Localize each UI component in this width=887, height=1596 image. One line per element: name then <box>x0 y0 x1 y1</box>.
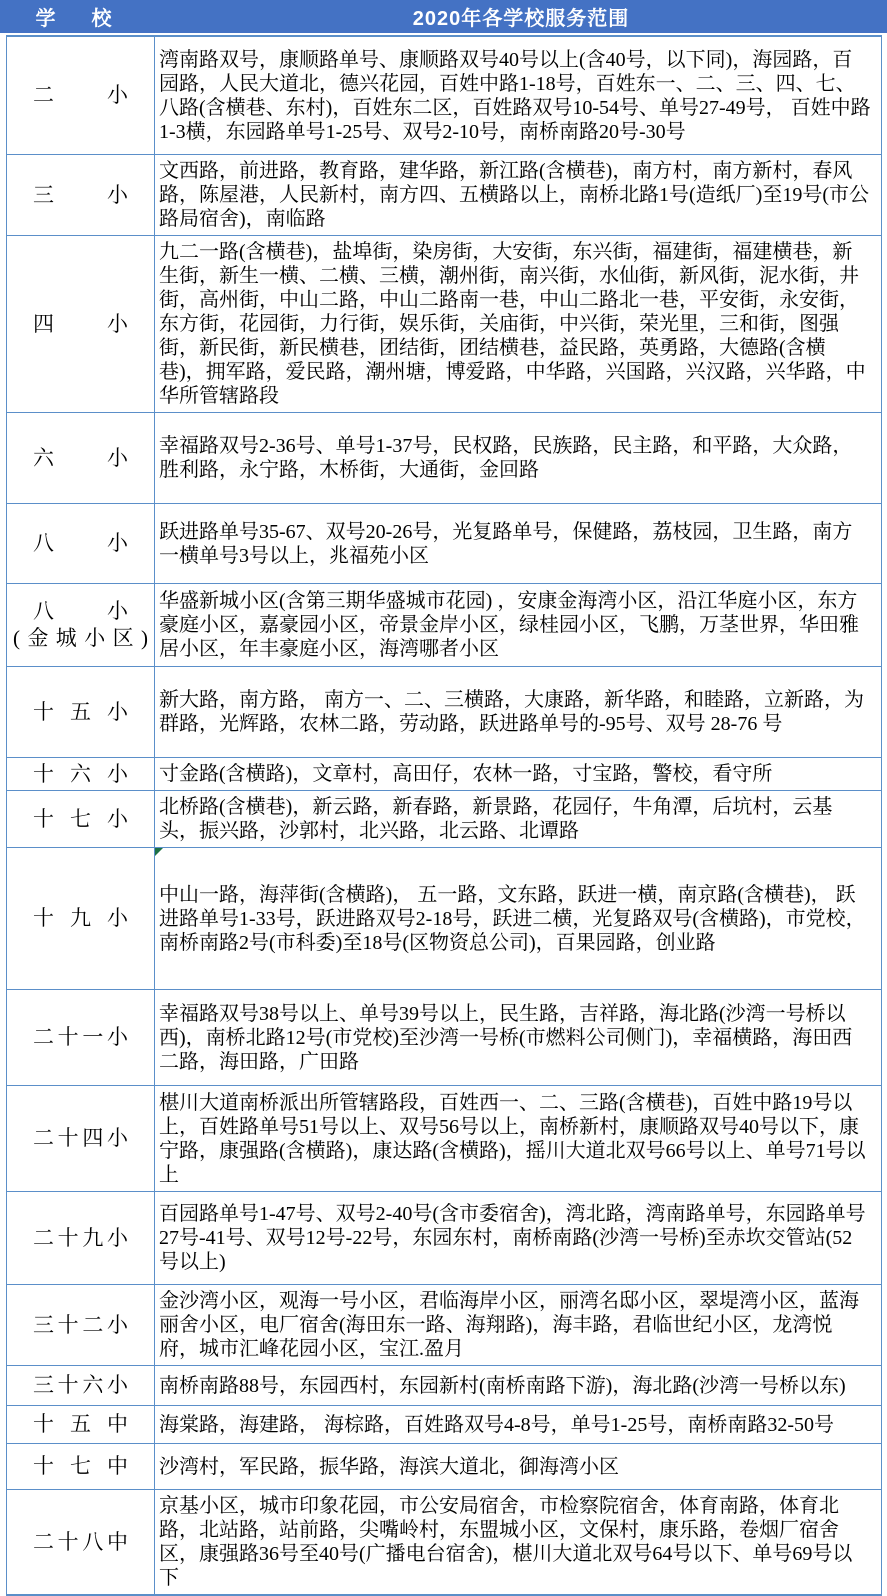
school-name: 二十一小 <box>33 1025 128 1049</box>
table-row <box>7 1086 881 1192</box>
table-row <box>7 584 881 667</box>
school-name: 六小 <box>33 445 128 470</box>
scope-text: 海棠路，海建路， 海棕路，百姓路双号4-8号，单号1-25号，南桥南路32-50号 <box>159 1413 834 1436</box>
table-row <box>7 667 881 758</box>
table-row <box>7 1192 881 1285</box>
school-cell <box>7 1086 155 1191</box>
header-school-column: 学 校 <box>35 8 120 30</box>
scope-text: 九二一路(含横巷)，盐埠街，染房街，大安街，东兴街，福建街，福建横巷，新生街，新生一横、二横、三横，潮州街，南兴街，水仙街，新风街，泥水街，井街，高州街，中山二路，中山二路南一巷，中山二路北一巷，平安街，永安街，东方街，花园街，力行街，娱乐街，关庙街，中兴街，荣光里，三和街，图强街，新民街，新民横巷，团结街，团结横巷，益民路，英勇路，大德路(含横巷)，拥军路，爱民路，潮州塘，博爱路，中华路，兴国路，兴汉路，兴华路，中华所管辖路段 <box>159 241 866 407</box>
scope-text: 幸福路双号2-36号、单号1-37号，民权路，民族路，民主路，和平路，大众路，胜利路，永宁路，木桥街，大通街，金回路 <box>159 435 853 481</box>
scope-text: 新大路，南方路， 南方一、二、三横路，大康路，新华路，和睦路，立新路，为群路，光辉路，农林二路，劳动路，跃进路单号的-95号、双号 28-76 号 <box>159 689 864 735</box>
table-row <box>7 413 881 504</box>
table-body <box>6 35 882 1596</box>
scope-cell <box>155 1444 881 1489</box>
school-name: 三小 <box>33 182 128 207</box>
header-scope-column: 2020年各学校服务范围 <box>412 8 630 30</box>
scope-text: 京基小区，城市印象花园，市公安局宿舍，市检察院宿舍，体育南路，体育北路，北站路，站前路，尖嘴岭村，东盟城小区，文保村，康乐路，卷烟厂宿舍区，康强路36号至40号(广播电台宿舍)，椹川大道北双号64号以下、单号69号以下 <box>159 1495 853 1589</box>
scope-cell <box>155 504 881 583</box>
scope-text: 文西路，前进路，教育路，建华路，新江路(含横巷)，南方村，南方新村，春风路，陈屋港，人民新村，南方四、五横路以上，南桥北路1号(造纸厂)至19号(市公路局宿舍)，南临路 <box>159 160 869 230</box>
table-header <box>0 0 887 33</box>
school-cell <box>7 1490 155 1594</box>
school-cell <box>7 584 155 666</box>
scope-text: 椹川大道南桥派出所管辖路段，百姓西一、二、三路(含横巷)，百姓中路19号以上，百姓路单号51号以上、双号56号以上，南桥新村，康顺路双号40号以下，康宁路，康强路(含横路)，康达路(含横路)，摇川大道北双号66号以上、单号71号以上 <box>159 1091 866 1186</box>
scope-cell <box>155 155 881 235</box>
cell-comment-icon <box>155 848 163 856</box>
table-row <box>7 758 881 791</box>
school-cell <box>7 1444 155 1489</box>
scope-cell <box>155 1086 881 1191</box>
school-cell <box>7 848 155 989</box>
table-row <box>7 1285 881 1366</box>
scope-text: 幸福路双号38号以上、单号39号以上，民生路，吉祥路，海北路(沙湾一号桥以西)，南桥北路12号(市党校)至沙湾一号桥(市燃料公司侧门)，幸福横路，海田西二路，海田路，广田路 <box>159 1002 853 1073</box>
school-cell <box>7 236 155 412</box>
school-name: 二小 <box>33 83 128 107</box>
school-cell <box>7 791 155 847</box>
school-name: 十七小 <box>33 806 128 831</box>
school-cell <box>7 413 155 503</box>
scope-text: 沙湾村，军民路，振华路，海滨大道北，御海湾小区 <box>159 1455 619 1478</box>
scope-cell <box>155 1285 881 1365</box>
school-cell <box>7 1192 155 1284</box>
table-row <box>7 1444 881 1490</box>
school-name: 四小 <box>33 311 128 336</box>
table-row <box>7 791 881 848</box>
school-name: 十五中 <box>33 1412 128 1436</box>
scope-text: 南桥南路88号，东园西村，东园新村(南桥南路下游)，海北路(沙湾一号桥以东) <box>159 1374 846 1397</box>
scope-cell <box>155 37 881 154</box>
school-name: 十七中 <box>33 1454 128 1478</box>
scope-cell <box>155 667 881 757</box>
school-cell <box>7 504 155 583</box>
scope-cell <box>155 1192 881 1284</box>
table-row <box>7 1490 881 1594</box>
school-cell <box>7 1366 155 1405</box>
scope-text: 湾南路双号，康顺路单号、康顺路双号40号以上(含40号，以下同)，海园路，百园路，人民大道北，德兴花园，百姓中路1-18号，百姓东一、二、三、四、七、八路(含横巷、东村)，百姓东二区，百姓路双号10-54号、单号27-49号， 百姓中路1-3横，东园路单号1-25号、双号2-10号，南桥南路20号-30号 <box>159 48 871 143</box>
school-cell <box>7 1406 155 1443</box>
school-cell <box>7 667 155 757</box>
table-row <box>7 504 881 584</box>
scope-cell <box>155 791 881 847</box>
school-cell <box>7 758 155 790</box>
scope-text: 中山一路，海萍街(含横路)， 五一路，文东路，跃进一横，南京路(含横巷)， 跃进路单号1-33号，跃进路双号2-18号，跃进二横，光复路双号(含横路)，市党校，南桥南路2号(市科委)至18号(区物资总公司)，百果园路，创业路 <box>159 883 866 954</box>
table-row <box>7 1366 881 1406</box>
table-row <box>7 236 881 413</box>
scope-cell <box>155 1490 881 1594</box>
scope-cell <box>155 1406 881 1443</box>
school-name: 二十八中 <box>33 1529 128 1554</box>
scope-cell <box>155 1366 881 1405</box>
school-name: 三十二小 <box>33 1312 128 1337</box>
scope-text: 北桥路(含横巷)，新云路，新春路，新景路，花园仔，牛角潭，后坑村，云基头，振兴路，沙郭村，北兴路，北云路、北谭路 <box>159 796 833 842</box>
school-name: 三十六小 <box>33 1373 128 1397</box>
school-name: 八小 <box>33 599 128 623</box>
scope-text: 华盛新城小区(含第三期华盛城市花园) ，安康金海湾小区，沿江华庭小区，东方豪庭小区，嘉豪园小区，帝景金岸小区，绿桂园小区，飞鹏，万茎世界，华田雅居小区，年丰豪庭小区，海湾哪者小区 <box>159 590 859 660</box>
school-name: 十五小 <box>33 699 128 724</box>
school-name: 十九小 <box>33 906 128 930</box>
table-row <box>7 155 881 236</box>
school-subname: (金城小区) <box>13 626 148 650</box>
table-row <box>7 848 881 990</box>
school-name: 十六小 <box>33 761 128 786</box>
school-name: 二十九小 <box>33 1225 128 1250</box>
table-row <box>7 37 881 155</box>
scope-cell <box>155 584 881 666</box>
scope-text: 金沙湾小区，观海一号小区，君临海岸小区，丽湾名邸小区，翠堤湾小区，蓝海丽舍小区，电厂宿舍(海田东一路、海翔路)，海丰路，君临世纪小区，龙湾悦府，城市汇峰花园小区，宝江.盈月 <box>159 1290 859 1360</box>
scope-cell <box>155 236 881 412</box>
table-row <box>7 1406 881 1444</box>
school-cell <box>7 155 155 235</box>
school-cell <box>7 37 155 154</box>
scope-cell <box>155 413 881 503</box>
school-cell <box>7 990 155 1085</box>
table-row <box>7 990 881 1086</box>
scope-cell <box>155 848 881 989</box>
school-cell <box>7 1285 155 1365</box>
school-name: 八小 <box>33 531 128 555</box>
school-name: 二十四小 <box>33 1126 128 1150</box>
scope-text: 百园路单号1-47号、双号2-40号(含市委宿舍)，湾北路，湾南路单号，东园路单号27号-41号、双号12号-22号，东园东村，南桥南路(沙湾一号桥)至赤坎交管站(52号以上) <box>159 1203 866 1273</box>
scope-cell <box>155 990 881 1085</box>
scope-cell <box>155 758 881 790</box>
scope-text: 寸金路(含横路)，文章村，高田仔，农林一路，寸宝路，警校，看守所 <box>159 763 773 785</box>
scope-text: 跃进路单号35-67、双号20-26号，光复路单号，保健路，荔枝园，卫生路，南方一横单号3号以上，兆福苑小区 <box>159 520 853 567</box>
